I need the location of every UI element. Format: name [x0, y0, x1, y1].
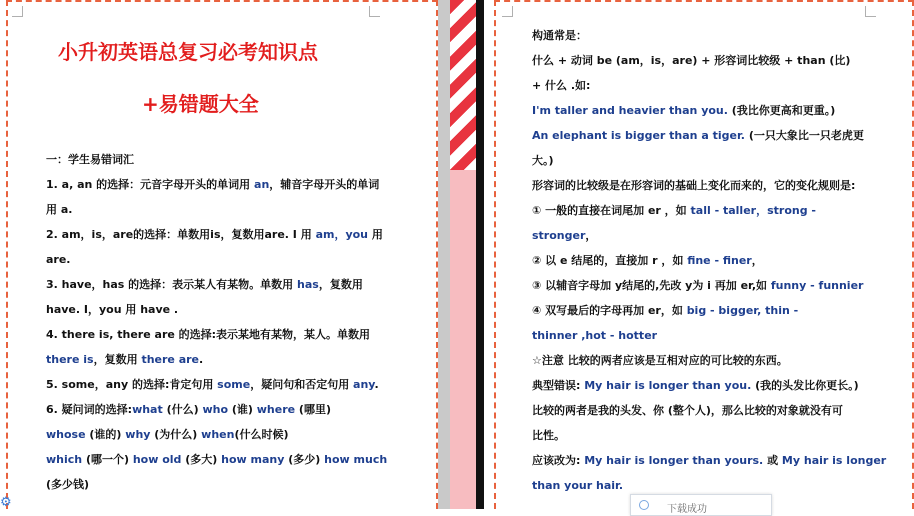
text-segment: am，you	[315, 228, 369, 241]
text-line	[532, 254, 763, 268]
text-segment: why	[125, 428, 151, 441]
text-line	[532, 54, 850, 68]
text-segment: I'm taller and heavier than you.	[532, 104, 728, 117]
text-segment: (什么)	[162, 403, 203, 416]
text-segment: big - bigger, thin -	[686, 304, 799, 317]
text-segment: there is	[46, 353, 94, 366]
text-segment: (多少)	[284, 453, 325, 466]
document-subtitle: +易错题大全	[142, 92, 259, 116]
text-segment: whose	[46, 428, 86, 441]
text-segment: (多大)	[181, 453, 222, 466]
crop-mark	[369, 6, 380, 17]
text-segment: 用 a.	[46, 203, 73, 216]
text-segment: 4. there is, there are 的选择:表示某地有某物，某人。单数用	[46, 328, 371, 341]
text-segment: ② 以 e 结尾的，直接加 r ，如	[532, 254, 688, 267]
text-segment: 比较的两者是我的头发、你 (整个人)，那么比较的对象就没有可	[532, 404, 843, 417]
black-divider	[476, 0, 484, 509]
text-segment: has	[297, 278, 319, 291]
crop-mark	[865, 6, 876, 17]
text-line	[532, 204, 816, 218]
text-line	[532, 29, 587, 43]
text-segment: any	[353, 378, 375, 391]
text-segment: are.	[46, 253, 71, 266]
text-segment: 典型错误:	[532, 379, 585, 392]
text-segment: (谁的)	[85, 428, 126, 441]
text-segment: ，复数用	[93, 353, 142, 366]
text-segment: have. I，you 用 have .	[46, 303, 179, 316]
text-segment: fine - finer	[687, 254, 752, 267]
text-segment: 一：学生易错词汇	[46, 153, 134, 166]
document-title: 小升初英语总复习必考知识点	[58, 40, 318, 64]
crop-mark	[12, 6, 23, 17]
text-segment: 构通常是：	[532, 29, 587, 42]
text-line	[532, 379, 859, 393]
text-segment: how old	[132, 453, 182, 466]
text-segment: there are	[141, 353, 200, 366]
text-line	[46, 178, 379, 192]
text-line	[532, 354, 788, 368]
text-segment: My hair is longer than yours.	[584, 454, 764, 467]
text-line	[532, 179, 855, 193]
text-segment: My hair is longer than you.	[584, 379, 752, 392]
text-line	[532, 404, 843, 418]
toast-text: 下载成功	[667, 504, 707, 515]
text-segment: an	[254, 178, 270, 191]
text-line	[46, 378, 379, 392]
download-toast[interactable]	[630, 494, 772, 516]
text-segment: what	[132, 403, 163, 416]
page-gap	[484, 0, 494, 509]
text-line	[46, 403, 331, 417]
text-line	[532, 329, 657, 343]
striped-divider	[450, 0, 476, 170]
text-segment: ☆注意 比较的两者应该是互相对应的可比较的东西。	[532, 354, 788, 367]
text-segment: ，	[585, 229, 597, 242]
text-line	[532, 279, 863, 293]
pink-divider	[450, 170, 476, 509]
text-segment: 应该改为:	[532, 454, 585, 467]
text-segment: stronger	[532, 229, 586, 242]
text-segment: than your hair.	[532, 479, 624, 492]
text-segment: (我比你更高和更重。)	[727, 104, 836, 117]
text-segment: (谁)	[228, 403, 257, 416]
text-line	[46, 278, 363, 292]
text-line	[532, 154, 554, 168]
text-segment: 5. some，any 的选择:肯定句用	[46, 378, 218, 391]
text-segment: 大。)	[532, 154, 554, 167]
text-segment: (哪里)	[295, 403, 331, 416]
text-segment: 2. am，is，are的选择：单数用is，复数用are. I 用	[46, 228, 316, 241]
text-segment: ，辅音字母开头的单词	[269, 178, 380, 191]
text-segment: who	[202, 403, 229, 416]
text-line	[46, 428, 289, 442]
text-segment: 比性。	[532, 429, 565, 442]
text-segment: (多少钱)	[46, 478, 90, 491]
text-segment: (一只大象比一只老虎更	[745, 129, 864, 142]
text-segment: ，	[751, 254, 763, 267]
text-segment: 用	[368, 228, 383, 241]
text-segment: My hair is longer	[781, 454, 887, 467]
page-gap	[438, 0, 450, 509]
text-line	[532, 79, 590, 93]
text-line	[46, 203, 72, 217]
text-segment: ① 一般的直接在词尾加 er ，如	[532, 204, 691, 217]
text-line	[46, 453, 387, 467]
text-line	[46, 228, 383, 242]
text-segment: which	[46, 453, 83, 466]
right-page	[494, 0, 914, 509]
text-line	[532, 304, 798, 318]
text-segment: ，疑问句和否定句用	[250, 378, 354, 391]
text-segment: (为什么)	[150, 428, 202, 441]
text-segment: 什么 + 动词 be (am，is，are) + 形容词比较级 + than (比)	[532, 54, 851, 67]
text-segment: An elephant is bigger than a tiger.	[532, 129, 745, 142]
text-segment: thinner ,hot - hotter	[532, 329, 658, 342]
text-segment: where	[256, 403, 296, 416]
text-line	[46, 153, 134, 167]
left-page	[6, 0, 438, 509]
text-segment: 或	[763, 454, 782, 467]
text-line	[532, 229, 596, 243]
text-segment: 形容词的比较级是在形容词的基础上变化而来的，它的变化规则是:	[532, 179, 856, 192]
text-segment: (什么时候)	[234, 428, 289, 441]
text-segment: ④ 双写最后的字母再加 er，如	[532, 304, 687, 317]
text-line	[46, 328, 370, 342]
text-segment: .	[374, 378, 379, 391]
text-segment: some	[217, 378, 251, 391]
text-segment: 1. a, an 的选择：元音字母开头的单词用	[46, 178, 255, 191]
text-line	[46, 253, 71, 267]
text-line	[532, 479, 623, 493]
text-segment: tall - taller，strong -	[690, 204, 816, 217]
text-line	[532, 454, 886, 468]
gear-icon[interactable]: ⚙	[0, 495, 12, 510]
text-segment: ，复数用	[318, 278, 363, 291]
crop-mark	[502, 6, 513, 17]
text-segment: when	[201, 428, 235, 441]
text-segment: (我的头发比你更长。)	[751, 379, 859, 392]
text-line	[46, 303, 178, 317]
text-segment: 3. have，has 的选择：表示某人有某物。单数用	[46, 278, 298, 291]
text-line	[532, 429, 565, 443]
text-line	[532, 104, 835, 118]
text-segment: 6. 疑问词的选择:	[46, 403, 133, 416]
text-line	[46, 478, 89, 492]
text-segment: funny - funnier	[770, 279, 864, 292]
text-segment: how much	[324, 453, 388, 466]
text-segment: (哪一个)	[82, 453, 133, 466]
text-segment: ③ 以辅音字母加 y结尾的,先改 y为 i 再加 er,如	[532, 279, 771, 292]
text-line	[46, 353, 203, 367]
text-segment: how many	[221, 453, 285, 466]
text-line	[532, 129, 864, 143]
text-segment: .	[199, 353, 204, 366]
text-segment: + 什么 .如:	[532, 79, 591, 92]
